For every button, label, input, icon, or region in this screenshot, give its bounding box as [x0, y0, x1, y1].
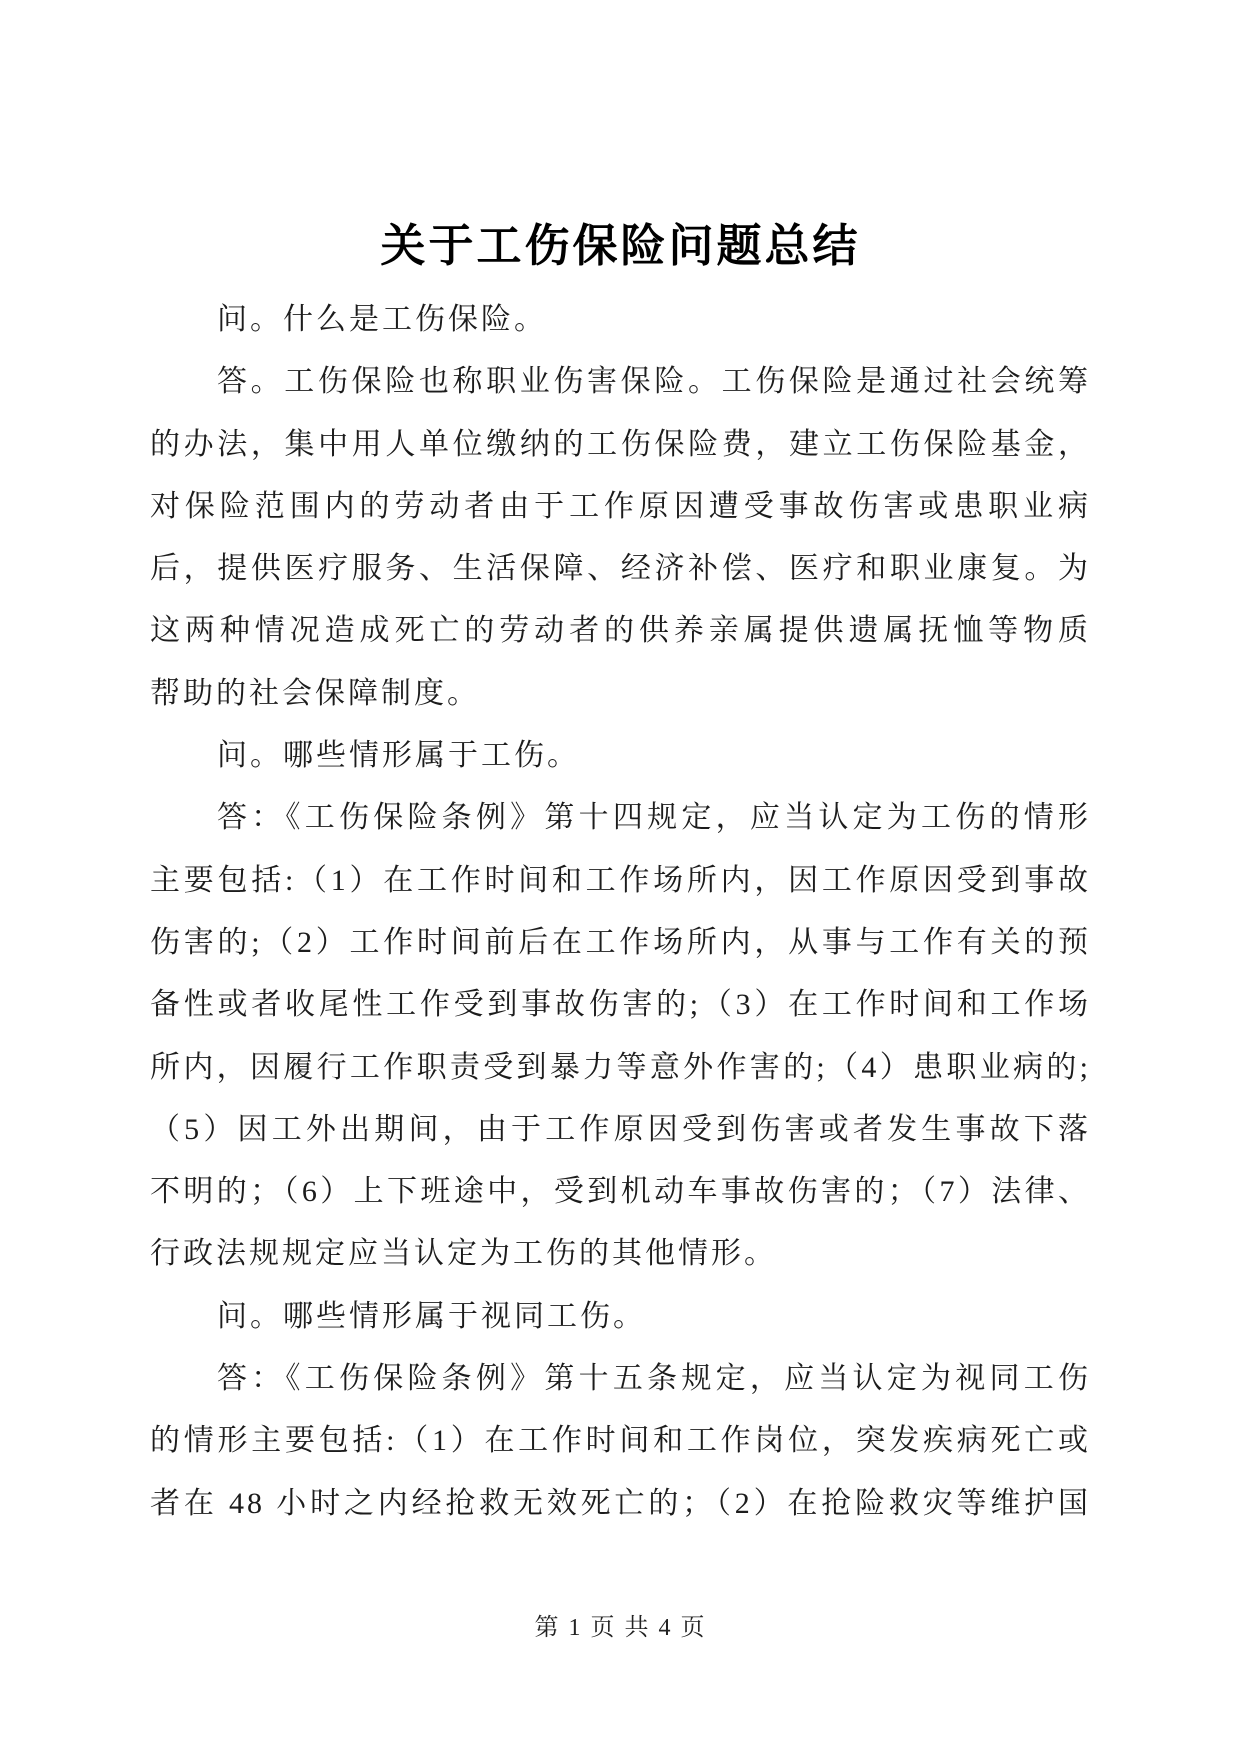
- paragraph-line: 问。什么是工伤保险。: [217, 303, 547, 336]
- paragraph-line: 对保险范围内的劳动者由于工作原因遭受事故伤害或患职业病: [150, 489, 1091, 523]
- paragraph-line: 这两种情况造成死亡的劳动者的供养亲属提供遗属抚恤等物质: [150, 614, 1091, 648]
- paragraph-line: 答：《工伤保险条例》第十四规定，应当认定为工伤的情形: [217, 801, 1091, 835]
- paragraph: [150, 289, 1091, 351]
- paragraph-line: 所内，因履行工作职责受到暴力等意外作害的;（4）患职业病的;: [150, 1050, 1091, 1084]
- paragraph: [150, 351, 1091, 725]
- paragraph-line: 答：《工伤保险条例》第十五条规定，应当认定为视同工伤: [217, 1362, 1091, 1396]
- paragraph-line: 问。哪些情形属于工伤。: [217, 739, 580, 773]
- paragraph-line: 的办法，集中用人单位缴纳的工伤保险费，建立工伤保险基金，: [150, 427, 1091, 461]
- paragraph-line: 主要包括:（1）在工作时间和工作场所内，因工作原因受到事故: [150, 863, 1091, 897]
- page-title: 关于工伤保险问题总结: [380, 221, 861, 272]
- paragraph-line: （5）因工外出期间，由于工作原因受到伤害或者发生事故下落: [150, 1112, 1091, 1146]
- paragraph-line: 伤害的;（2）工作时间前后在工作场所内，从事与工作有关的预: [150, 925, 1091, 959]
- paragraph-line: 问。哪些情形属于视同工伤。: [217, 1299, 646, 1333]
- paragraph: [150, 1348, 1091, 1535]
- paragraph: [150, 1286, 1091, 1348]
- document-body: [150, 289, 1091, 1535]
- page-footer: 第 1 页 共 4 页: [534, 1615, 707, 1641]
- paragraph: [150, 787, 1091, 1285]
- paragraph-line: 帮助的社会保障制度。: [150, 676, 480, 710]
- paragraph-line: 行政法规规定应当认定为工伤的其他情形。: [150, 1237, 777, 1271]
- paragraph: [150, 725, 1091, 787]
- paragraph-line: 的情形主要包括:（1）在工作时间和工作岗位，突发疾病死亡或: [150, 1424, 1091, 1458]
- paragraph-line: 不明的；（6）上下班途中，受到机动车事故伤害的；（7）法律、: [150, 1175, 1091, 1209]
- paragraph-line: 答。工伤保险也称职业伤害保险。工伤保险是通过社会统筹: [217, 365, 1091, 399]
- paragraph-line: 后，提供医疗服务、生活保障、经济补偿、医疗和职业康复。为: [150, 552, 1091, 586]
- paragraph-line: 者在 48 小时之内经抢救无效死亡的；（2）在抢险救灾等维护国: [150, 1486, 1091, 1520]
- paragraph-line: 备性或者收尾性工作受到事故伤害的;（3）在工作时间和工作场: [150, 988, 1091, 1022]
